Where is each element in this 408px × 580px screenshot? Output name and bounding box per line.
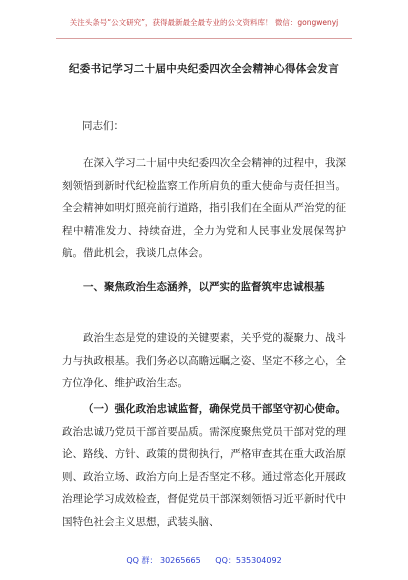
paragraph-3-text: 政治忠诚乃党员干部首要品质。需深度聚焦党员干部对党的理论、路线、方针、政策的贯彻执行，严格审查其在重大政治原则、政治立场、政治方向上是否坚定不移。通过常态化开展政治理论学习成效检查，督促党员干部深刻领悟习近平新时代中国特色社会主义思想，武装头脑、 xyxy=(62,425,346,528)
footer-contact xyxy=(0,555,408,566)
footer-qq-group: QQ 群： 30265665 xyxy=(126,556,201,565)
footer-qq: QQ：535304092 xyxy=(215,556,282,565)
header-divider xyxy=(56,38,352,39)
section-heading-1: 一、聚焦政治生态涵养，以严实的监督筑牢忠诚根基 xyxy=(83,281,325,293)
salutation: 同志们： xyxy=(82,120,124,132)
document-title: 纪委书记学习二十届中央纪委四次全会精神心得体会发言 xyxy=(69,63,339,75)
subheading-1: （一）强化政治忠诚监督，确保党员干部坚守初心使命。 xyxy=(83,403,346,415)
paragraph-intro: 在深入学习二十届中央纪委四次全会精神的过程中，我深刻领悟到新时代纪检监察工作所肩负的重大使命与责任担当。全会精神如明灯照亮前行道路，指引我们在全面从严治党的征程中精准发力、持续奋进，全力为党和人民事业发展保驾护航。借此机会，我谈几点体会。 xyxy=(62,157,346,259)
paragraph-political-loyalty xyxy=(62,398,346,533)
paragraph-political-ecology: 政治生态是党的建设的关键要素，关乎党的凝聚力、战斗力与执政根基。我们务必以高瞻远瞩之姿、坚定不移之心，全方位净化、维护政治生态。 xyxy=(62,332,346,389)
header-banner: 关注头条号“公文研究”，获得最新最全最专业的公文资料库！ 微信：gongwenyj xyxy=(69,18,339,27)
